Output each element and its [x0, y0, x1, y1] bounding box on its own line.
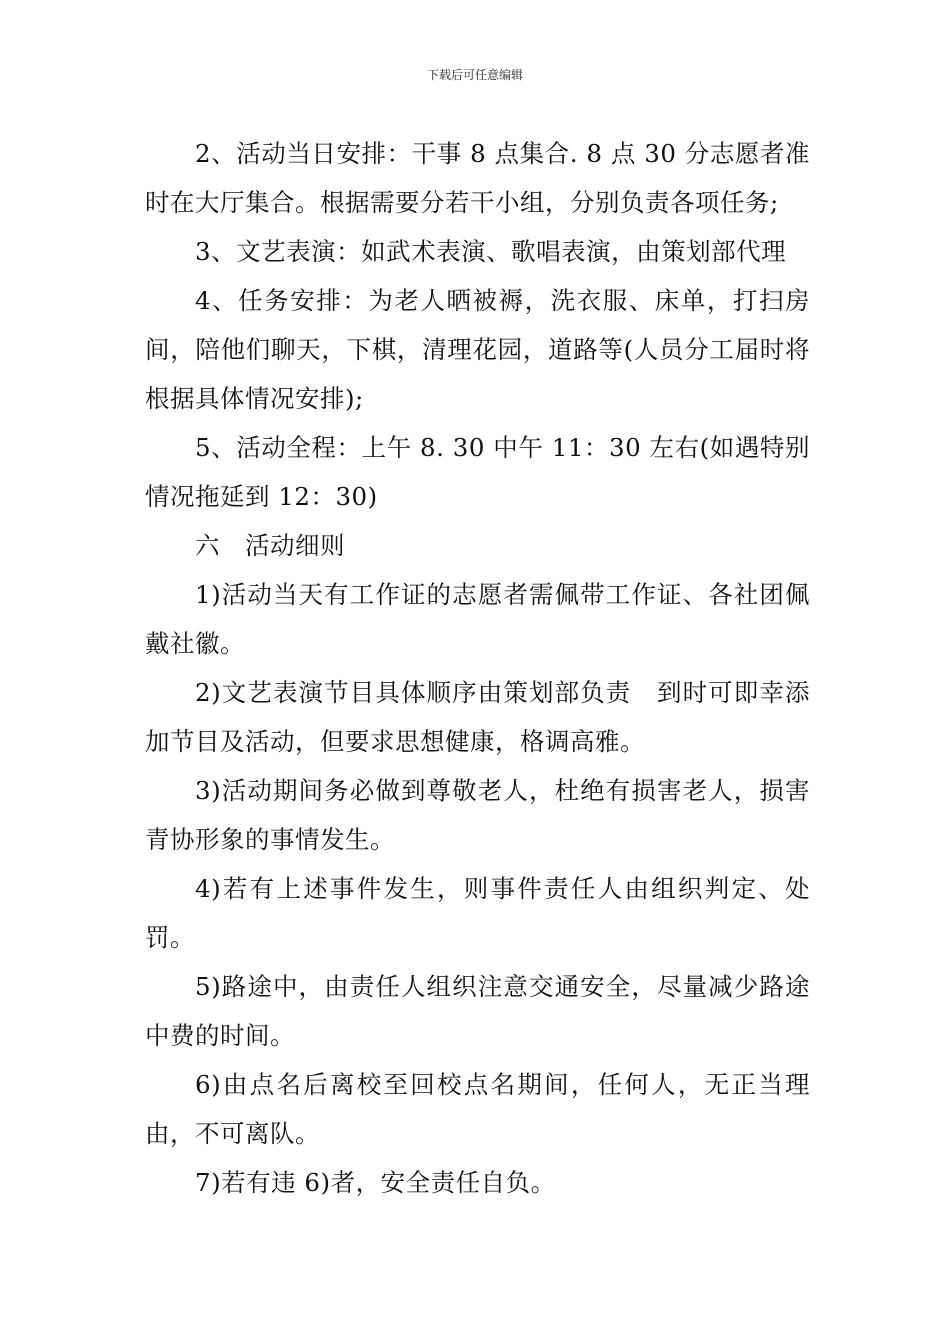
rule-item-4: 4)若有上述事件发生，则事件责任人由组织判定、处罚。 — [145, 874, 810, 952]
rule-item-2: 2)文艺表演节目具体顺序由策划部负责 到时可即幸添加节目及活动，但要求思想健康，格调高雅。 — [145, 678, 810, 756]
page-header: 下载后可任意编辑 — [426, 68, 523, 82]
document-body — [145, 129, 810, 1207]
rule-item-6: 6)由点名后离校至回校点名期间，任何人，无正当理由，不可离队。 — [145, 1070, 810, 1148]
paragraph-task-arrangement: 4、任务安排：为老人晒被褥，洗衣服、床单，打扫房间，陪他们聊天，下棋，清理花园，道路等(人员分工届时将根据具体情况安排); — [145, 286, 810, 413]
paragraph-full-schedule: 5、活动全程：上午 8. 30 中午 11：30 左右(如遇特别情况拖延到 12：30) — [145, 433, 810, 511]
rule-item-5: 5)路途中，由责任人组织注意交通安全，尽量减少路途中费的时间。 — [145, 972, 810, 1050]
paragraph-performance: 3、文艺表演：如武术表演、歌唱表演，由策划部代理 — [195, 237, 787, 266]
paragraph-day-schedule: 2、活动当日安排：干事 8 点集合. 8 点 30 分志愿者准时在大厅集合。根据需要分若干小组，分别负责各项任务; — [145, 139, 810, 217]
rule-item-3: 3)活动期间务必做到尊敬老人，杜绝有损害老人，损害青协形象的事情发生。 — [145, 776, 810, 854]
rule-item-1: 1)活动当天有工作证的志愿者需佩带工作证、各社团佩戴社徽。 — [145, 580, 810, 658]
section-heading-rules: 六 活动细则 — [195, 531, 345, 560]
rule-item-7: 7)若有违 6)者，安全责任自负。 — [195, 1168, 556, 1197]
